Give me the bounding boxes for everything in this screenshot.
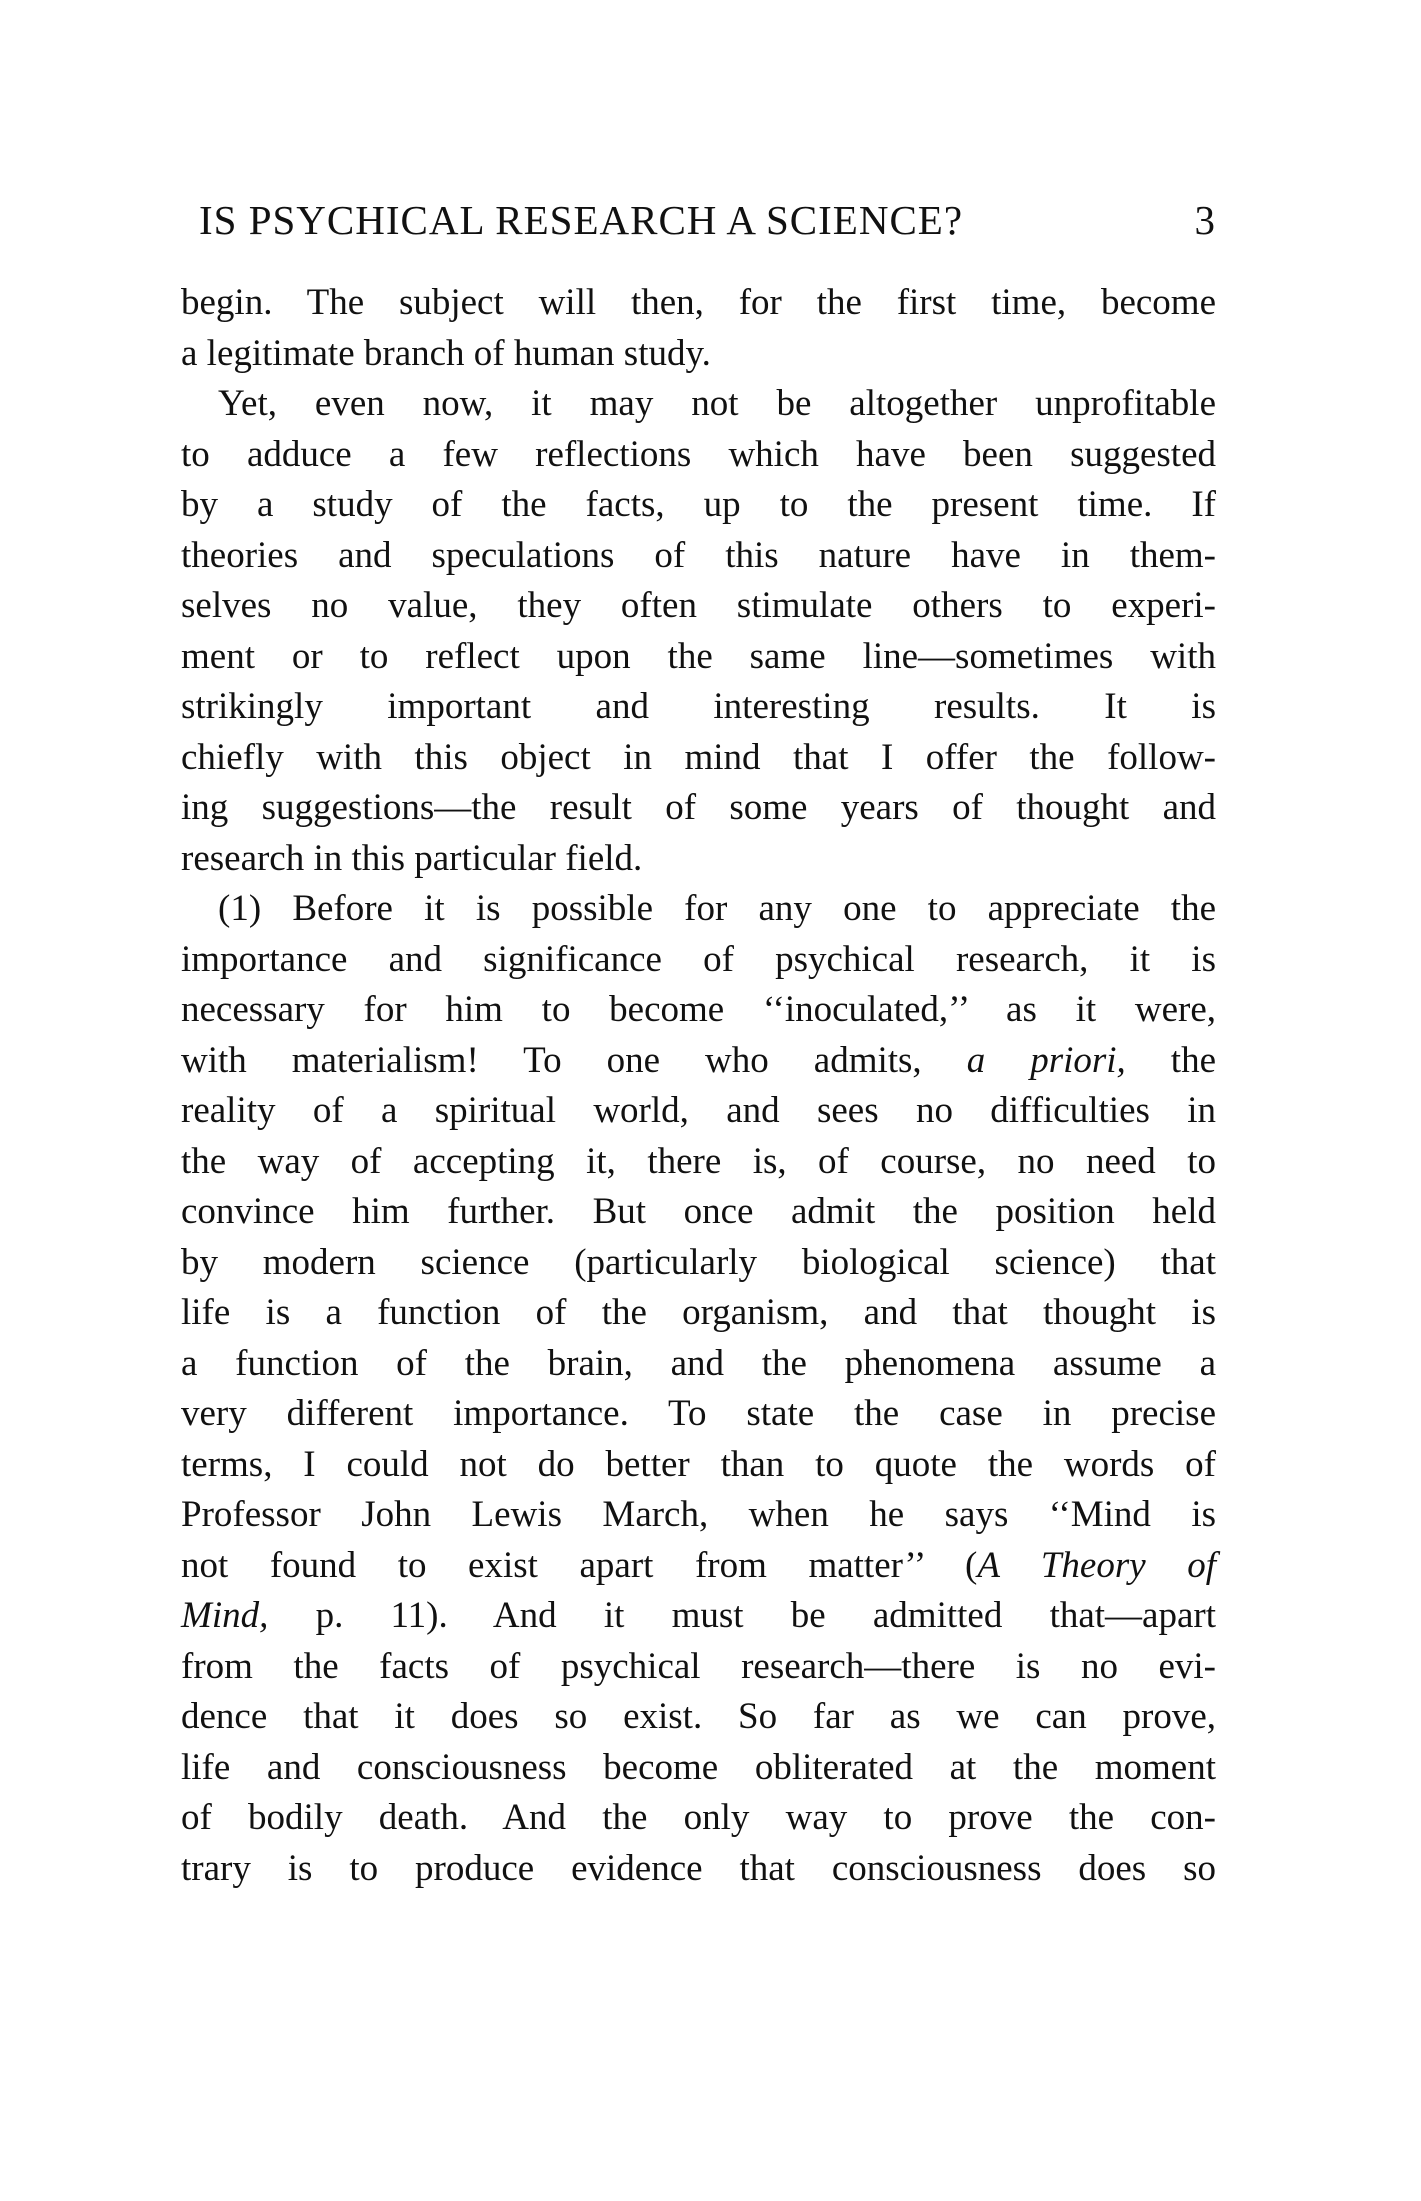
- text-line: to adduce a few reflections which have been suggested: [181, 433, 1216, 475]
- text-line: strikingly important and interesting results. It is: [181, 686, 1216, 727]
- text-line: of bodily death. And the only way to prove the con-: [181, 1797, 1216, 1838]
- text-line: begin. The subject will then, for the first time, become: [181, 282, 1216, 323]
- text-line: [181, 1036, 1216, 1087]
- running-title: IS PSYCHICAL RESEARCH A SCIENCE?: [199, 197, 964, 243]
- text-line: importance and significance of psychical research, it is: [181, 938, 1216, 980]
- book-title-italic: Mind,: [181, 1595, 269, 1636]
- text-line: chiefly with this object in mind that I offer the follow-: [181, 736, 1216, 778]
- text-line: by a study of the facts, up to the present time. If: [181, 484, 1216, 525]
- text-line: trary is to produce evidence that consciousness does so: [181, 1847, 1216, 1889]
- text-line: a legitimate branch of human study.: [181, 332, 711, 374]
- text-run: with materialism! To one who admits,: [181, 1039, 967, 1081]
- running-head: [199, 196, 1216, 256]
- text-line: the way of accepting it, there is, of course, no need to: [181, 1140, 1216, 1182]
- text-line: research in this particular field.: [181, 837, 643, 879]
- text-run: p. 11). And it must be admitted that—apart: [268, 1595, 1216, 1636]
- text-line: very different importance. To state the case in precise: [181, 1393, 1216, 1434]
- text-line: dence that it does so exist. So far as we can prove,: [181, 1696, 1216, 1737]
- text-line: [181, 1541, 1216, 1592]
- text-line: necessary for him to become ‘‘inoculated,’’ as it were,: [181, 989, 1216, 1030]
- text-line: convince him further. But once admit the position held: [181, 1191, 1216, 1232]
- book-title-italic: A Theory of: [977, 1544, 1216, 1586]
- text-line: by modern science (particularly biological science) that: [181, 1241, 1216, 1283]
- text-run: the: [1125, 1039, 1217, 1081]
- page-number: 3: [1194, 197, 1216, 243]
- text-line: life is a function of the organism, and that thought is: [181, 1292, 1216, 1333]
- text-line: ing suggestions—the result of some years of thought and: [181, 787, 1216, 828]
- text-line: [181, 1591, 1216, 1642]
- italic-phrase: a priori,: [966, 1039, 1126, 1081]
- text-line: reality of a spiritual world, and sees no difficulties in: [181, 1090, 1216, 1131]
- text-line: ment or to reflect upon the same line—sometimes with: [181, 635, 1216, 677]
- text-line: Professor John Lewis March, when he says ‘‘Mind is: [181, 1494, 1216, 1535]
- text-line: Yet, even now, it may not be altogether unprofitable: [218, 383, 1216, 424]
- text-line: (1) Before it is possible for any one to appreciate the: [218, 888, 1216, 929]
- text-line: terms, I could not do better than to quote the words of: [181, 1443, 1216, 1485]
- text-run: not found to exist apart from matter’’ (: [181, 1544, 978, 1586]
- text-line: theories and speculations of this nature have in them-: [181, 534, 1216, 576]
- text-line: a function of the brain, and the phenomena assume a: [181, 1342, 1216, 1384]
- body-text: [181, 278, 1216, 1894]
- text-line: from the facts of psychical research—there is no evi-: [181, 1645, 1216, 1687]
- text-line: selves no value, they often stimulate others to experi-: [181, 585, 1216, 626]
- text-line: life and consciousness become obliterated at the moment: [181, 1746, 1216, 1788]
